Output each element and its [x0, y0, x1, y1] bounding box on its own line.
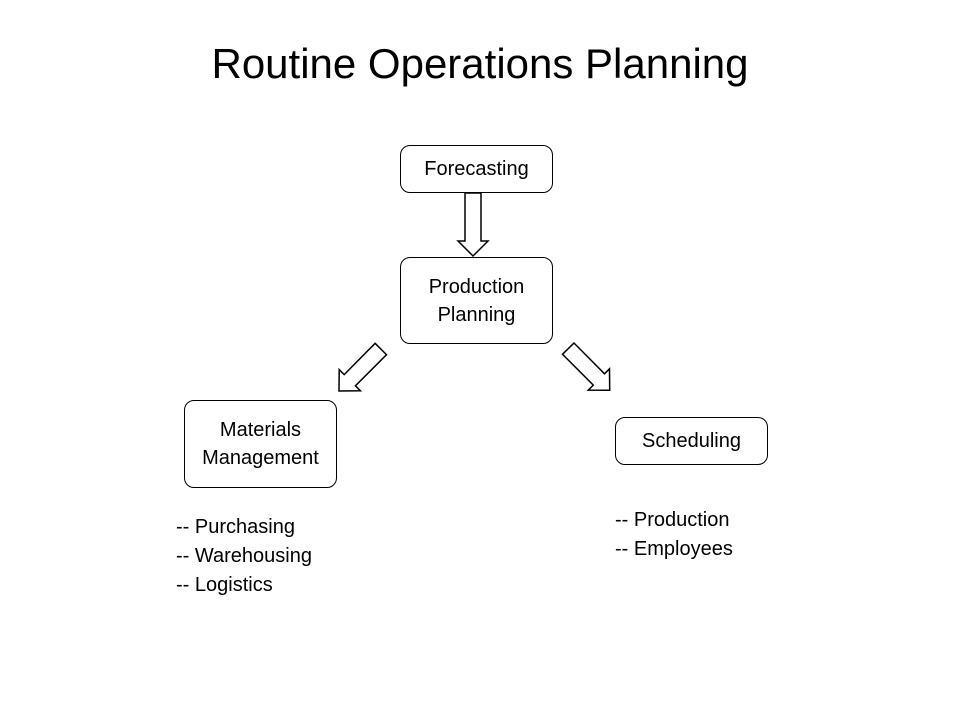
scheduling-label: Scheduling — [642, 430, 741, 452]
scheduling-item: -- Employees — [615, 538, 733, 560]
scheduling-node — [615, 417, 768, 465]
forecasting-node — [400, 145, 553, 193]
materials-item: -- Purchasing — [176, 516, 295, 538]
production-planning-label-line-1: Production — [428, 275, 525, 298]
arrow-production-to-scheduling — [563, 343, 610, 390]
materials-management-node — [184, 400, 337, 488]
materials-management-label-line-2: Management — [202, 447, 319, 469]
materials-item: -- Warehousing — [176, 545, 312, 567]
materials-item: -- Logistics — [176, 574, 273, 596]
forecasting-label: Forecasting — [424, 158, 529, 180]
scheduling-items-list — [615, 506, 733, 564]
materials-items-list — [176, 513, 312, 600]
production-planning-node — [400, 257, 553, 344]
scheduling-item: -- Production — [615, 509, 730, 531]
diagram-title: Routine Operations Planning — [211, 40, 749, 87]
materials-management-label-line-1: Materials — [219, 419, 302, 441]
arrow-forecasting-to-production — [458, 193, 488, 256]
production-planning-label-line-2: Planning — [437, 303, 516, 326]
arrow-production-to-materials — [339, 343, 387, 391]
